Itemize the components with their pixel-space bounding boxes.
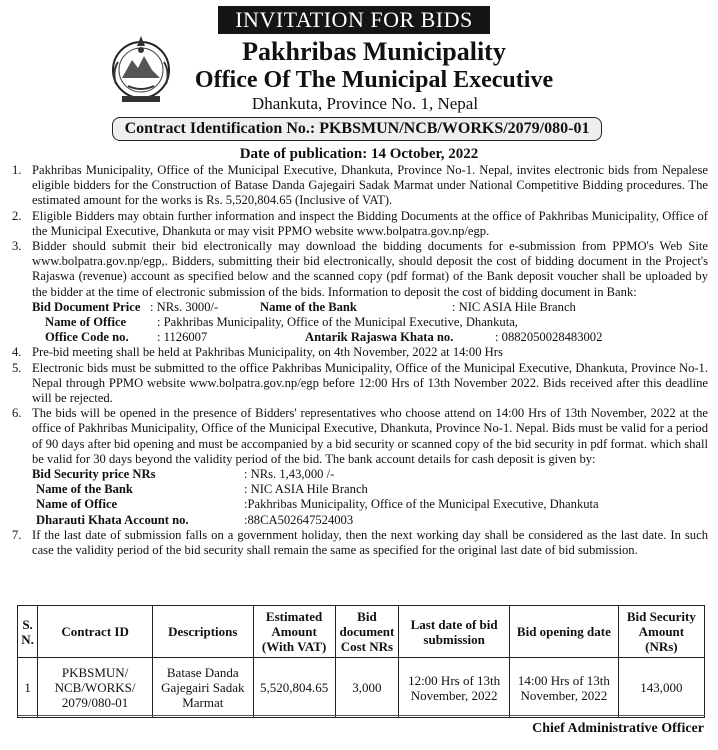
account-value: :88CA502647524003 [244,512,354,527]
office-value: :Pakhribas Municipality, Office of the Municipal Executive, Dhankuta [244,497,599,512]
column-header: Bid opening date [510,606,619,658]
clause-3 [10,239,708,300]
account-label: Dharauti Khata Account no. [36,512,189,527]
clause-number: 3. [12,239,22,254]
office-value: : Pakhribas Municipality, Office of the Municipal Executive, Dhankuta, [157,315,518,330]
office-row [10,315,708,330]
clause-number: 5. [12,360,22,375]
document-price-row [10,300,708,315]
price-value: : NRs. 3000/- [150,299,219,314]
column-header: Descriptions [153,606,254,658]
clause-text: Pakhribas Municipality, Office of the Municipal Executive, Dhankuta, Province No-1. Nepal, invites electronic bids from Nepalese eligible bidders for the Construction of Batase Danda Gajegairi Sadak Marmat under National Competitive Bidding procedures. The estimated amount for the works is Rs. 5,520,804.65 (Inclusive of VAT). [32,163,708,208]
bid-details-table [17,605,705,718]
notice-banner: INVITATION FOR BIDS [218,6,490,34]
organization-name: Pakhribas Municipality [242,37,506,66]
price-label: Bid Document Price [32,299,141,314]
security-price-row [10,467,708,482]
column-header: Contract ID [38,606,153,658]
clause-text: The bids will be opened in the presence of Bidders' representatives who choose attend on 14:00 Hrs of 13th November, 2022 at the office of Pakhribas Municipality, Office of the Municipal Executive, Dhankuta, Province No-1. Nepal. Bids must be valid for a period of 90 days after bid opening and must be accompanied by a bid security or scanned copy of the bid security in pdf format. which shall be valid for 30 days beyond the validity period of the bid. The bank account details for cash deposit is given by: [32,406,708,466]
table-cell: 12:00 Hrs of 13th November, 2022 [399,658,510,718]
bank-value: : NIC ASIA Hile Branch [452,299,576,314]
table-row [18,658,705,718]
clause-4 [10,345,708,360]
office-label: Name of Office [36,497,118,512]
table-cell: PKBSMUN/ NCB/WORKS/ 2079/080-01 [38,658,153,718]
publication-date: Date of publication: 14 October, 2022 [239,146,479,162]
clause-text: Pre-bid meeting shall be held at Pakhribas Municipality, on 4th November, 2022 at 14:00 Hrs [32,345,503,360]
bank-value: : NIC ASIA Hile Branch [244,482,368,497]
office-code-label: Office Code no. [45,330,129,345]
table-header-row [18,606,705,658]
bank-label: Name of the Bank [260,299,357,314]
khata-label: Antarik Rajaswa Khata no. [305,330,454,345]
clause-text: Electronic bids must be submitted to the office Pakhribas Municipality, Office of the Municipal Executive, Dhankuta, Province No-1. Nepal through PPMO website www.bolpatra.gov.np/egp before 12:00 Hrs of 13th November 2022. Bids received after this deadline will be rejected. [32,360,708,406]
clause-6 [10,406,708,467]
office-address: Dhankuta, Province No. 1, Nepal [251,94,479,113]
contract-identification: Contract Identification No.: PKBSMUN/NCB/WORKS/2079/080-01 [112,117,602,141]
security-bank-row [10,482,708,497]
notice-body [10,163,708,558]
security-value: : NRs. 1,43,000 /- [244,467,335,482]
office-name: Office Of The Municipal Executive [194,67,554,93]
security-office-row [10,497,708,512]
clause-text: Eligible Bidders may obtain further information and inspect the Bidding Documents at the office of Pakhribas Municipality, Office of the Municipal Executive, Dhankuta or may visit PPMO website www.bolpatra.gov.np/egp. [32,208,708,238]
clause-1 [10,163,708,209]
column-header: S. N. [18,606,38,658]
column-header: Estimated Amount (With VAT) [253,606,335,658]
column-header: Bid document Cost NRs [335,606,399,658]
office-code-value: : 1126007 [157,330,208,345]
clause-text: If the last date of submission falls on a government holiday, then the next working day shall be considered as the last date. In such case the validity period of the bid security shall remain the same as specified for the original last date of bid submission. [32,527,708,558]
footer-divider [17,715,705,716]
clause-number: 7. [12,527,22,542]
clause-number: 1. [12,163,22,177]
security-label: Bid Security price NRs [32,467,156,482]
signatory-title: Chief Administrative Officer [532,721,704,736]
khata-value: : 0882050028483002 [495,330,603,345]
table-cell: 143,000 [618,658,704,718]
clause-number: 6. [12,406,22,421]
clause-5 [10,361,708,407]
column-header: Bid Security Amount (NRs) [618,606,704,658]
table-cell: Batase Danda Gajegairi Sadak Marmat [153,658,254,718]
table-cell: 1 [18,658,38,718]
security-account-row [10,513,708,528]
bank-label: Name of the Bank [36,482,133,497]
clause-2 [10,209,708,239]
clause-text: Bidder should submit their bid electronically may download the bidding documents for e-submission from PPMO's Web Site www.bolpatra.gov.np/egp,. Bidders, submitting their bid electronically, should deposit the cost of bidding document in the Project's Rajaswa (revenue) account as specified below and the scanned copy (pdf format) of the Bank deposit voucher shall be uploaded by the bidder at the time of electronic submission of the bids. Information to deposit the cost of bidding document in Bank: [32,239,708,299]
table-cell: 5,520,804.65 [253,658,335,718]
clause-7 [10,528,708,558]
office-code-row [10,330,708,345]
column-header: Last date of bid submission [399,606,510,658]
clause-number: 2. [12,208,22,223]
clause-number: 4. [12,345,22,360]
table-cell: 3,000 [335,658,399,718]
table-cell: 14:00 Hrs of 13th November, 2022 [510,658,619,718]
office-label: Name of Office [45,315,127,330]
